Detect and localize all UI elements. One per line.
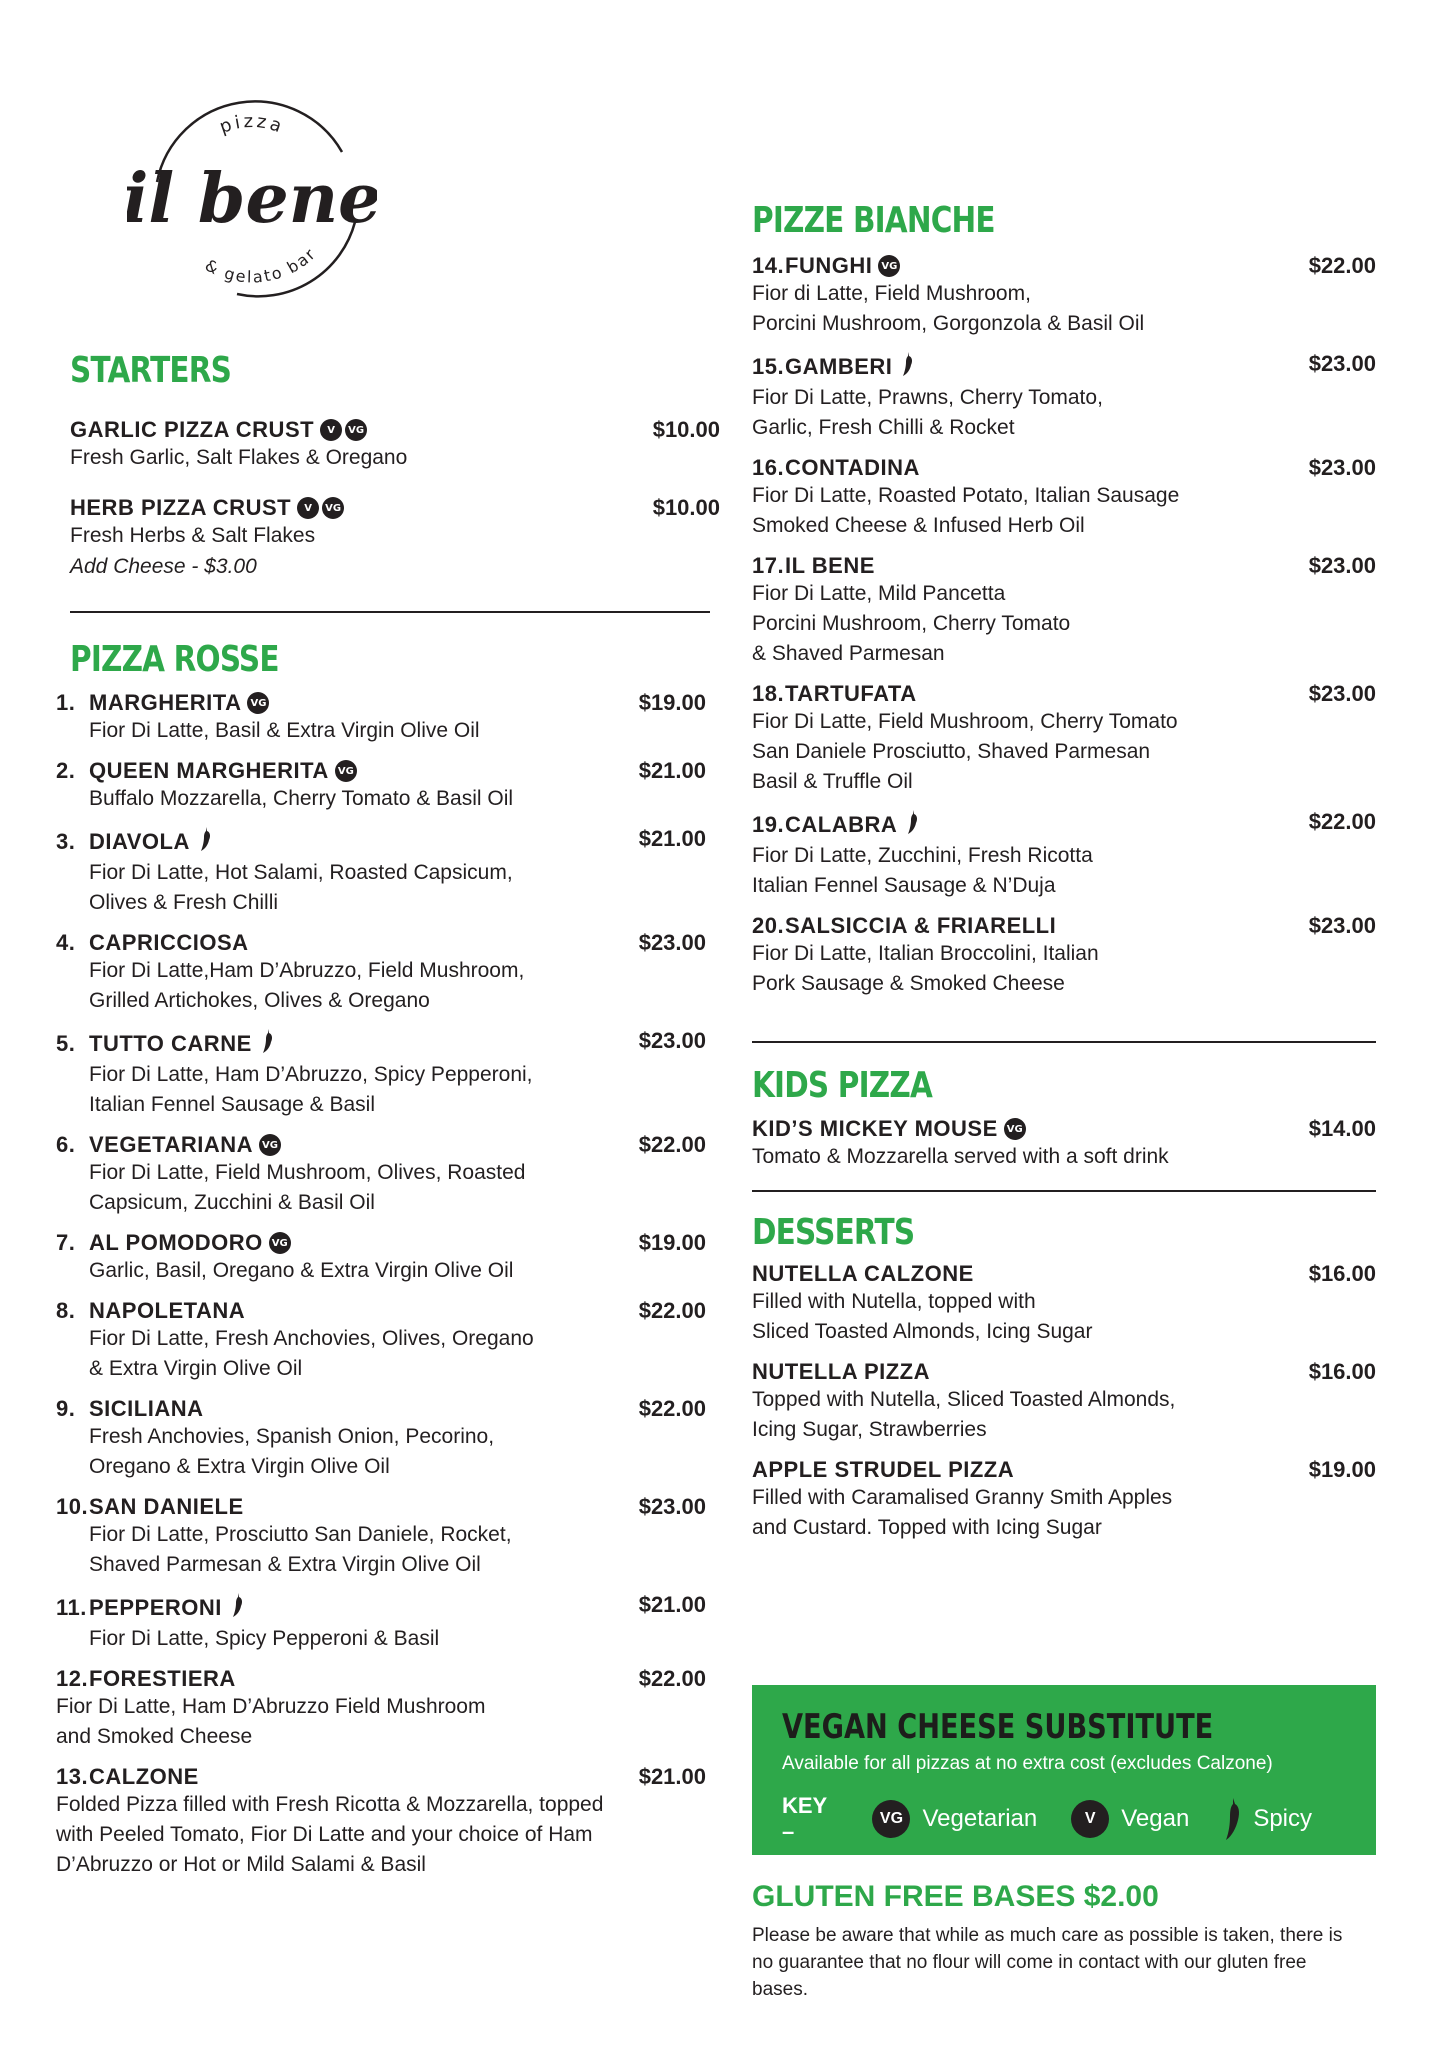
menu-item <box>752 1457 1376 1543</box>
item-description: & Shaved Parmesan <box>752 642 945 665</box>
item-description: Fior Di Latte, Hot Salami, Roasted Capsicum, <box>89 861 513 884</box>
item-description: Fior Di Latte, Ham D’Abruzzo, Spicy Pepperoni, <box>89 1063 533 1086</box>
item-price: $19.00 <box>638 690 706 715</box>
menu-item <box>56 1298 706 1384</box>
vegetarian-badge-icon: VG <box>345 419 367 441</box>
menu-item <box>56 1132 706 1218</box>
item-number: 16. <box>752 455 785 480</box>
item-price: $23.00 <box>638 930 706 955</box>
item-number: 17. <box>752 553 785 578</box>
item-number: 5. <box>56 1031 76 1056</box>
item-number: 3. <box>56 829 76 854</box>
vegan-cheese-title: VEGAN CHEESE SUBSTITUTE <box>782 1707 1214 1747</box>
item-price: $16.00 <box>1308 1359 1376 1384</box>
item-name: SALSICCIA & FRIARELLI <box>785 913 1057 938</box>
item-number: 10. <box>56 1494 89 1519</box>
key-item-label: Vegetarian <box>922 1805 1038 1832</box>
item-price: $23.00 <box>638 1494 706 1519</box>
item-description: Fresh Garlic, Salt Flakes & Oregano <box>70 446 408 469</box>
item-number: 7. <box>56 1230 76 1255</box>
item-description: Fresh Herbs & Salt Flakes <box>70 524 316 547</box>
item-description: Topped with Nutella, Sliced Toasted Almonds, <box>752 1388 1176 1411</box>
item-price: $22.00 <box>1308 809 1376 834</box>
item-name: FUNGHI <box>785 253 873 278</box>
vegetarian-badge-icon: VG <box>878 255 900 277</box>
item-price: $23.00 <box>1308 351 1376 376</box>
menu-item <box>70 495 720 583</box>
pizze-bianche-list <box>752 253 1376 999</box>
item-name: SICILIANA <box>89 1396 204 1421</box>
item-name: VEGETARIANA <box>89 1132 253 1157</box>
item-name: SAN DANIELE <box>89 1494 244 1519</box>
item-description: Fresh Anchovies, Spanish Onion, Pecorino, <box>89 1425 495 1448</box>
item-name: FORESTIERA <box>89 1666 236 1691</box>
item-description: Italian Fennel Sausage & N’Duja <box>752 874 1056 897</box>
item-number: 1. <box>56 690 76 715</box>
item-name: CONTADINA <box>785 455 920 480</box>
logo <box>127 72 377 322</box>
item-description: & Extra Virgin Olive Oil <box>89 1357 303 1380</box>
vegetarian-badge-icon: VG <box>1004 1118 1026 1140</box>
menu-item <box>752 351 1376 443</box>
item-description: Folded Pizza filled with Fresh Ricotta & Mozzarella, topped <box>56 1793 604 1816</box>
item-price: $23.00 <box>1308 553 1376 578</box>
key-label: KEY – <box>782 1793 827 1844</box>
chilli-icon <box>262 1028 274 1060</box>
item-description: Italian Fennel Sausage & Basil <box>89 1093 376 1116</box>
left-column <box>56 350 720 1880</box>
svg-text:pizza <box>217 111 287 138</box>
item-price: $23.00 <box>1308 681 1376 706</box>
item-name: DIAVOLA <box>89 829 190 854</box>
vegan-badge-icon: V <box>320 419 342 441</box>
menu-item <box>56 690 706 746</box>
menu-item <box>752 1359 1376 1445</box>
item-number: 14. <box>752 253 785 278</box>
item-name: GARLIC PIZZA CRUST <box>70 417 315 442</box>
menu-item <box>56 1230 706 1286</box>
item-price: $19.00 <box>1308 1457 1376 1482</box>
chilli-icon <box>200 826 212 858</box>
desserts-title: DESSERTS <box>752 1212 915 1253</box>
vegetarian-badge-icon: VG <box>269 1232 291 1254</box>
item-price: $16.00 <box>1308 1261 1376 1286</box>
item-description: Fior di Latte, Field Mushroom, <box>752 282 1031 305</box>
menu-item <box>752 455 1376 541</box>
item-description: Fior Di Latte, Spicy Pepperoni & Basil <box>89 1627 440 1650</box>
menu-item <box>752 1261 1376 1347</box>
item-description: San Daniele Prosciutto, Shaved Parmesan <box>752 740 1151 763</box>
item-price: $14.00 <box>1308 1116 1376 1141</box>
item-description: and Smoked Cheese <box>56 1725 253 1748</box>
chilli-icon <box>902 351 914 383</box>
vegetarian-badge-icon: VG <box>247 692 269 714</box>
menu-item <box>56 1592 706 1654</box>
item-number: 15. <box>752 354 785 379</box>
item-price: $23.00 <box>638 1028 706 1053</box>
vegan-cheese-subtitle: Available for all pizzas at no extra cost (excludes Calzone) <box>782 1753 1273 1774</box>
pizza-rosse-title: PIZZA ROSSE <box>70 639 279 680</box>
item-number: 8. <box>56 1298 76 1323</box>
item-description: and Custard. Topped with Icing Sugar <box>752 1516 1102 1539</box>
item-description: Tomato & Mozzarella served with a soft drink <box>752 1145 1169 1168</box>
gluten-free-title: GLUTEN FREE BASES $2.00 <box>752 1880 1159 1913</box>
item-price: $22.00 <box>1308 253 1376 278</box>
item-name: GAMBERI <box>785 354 893 379</box>
item-price: $10.00 <box>652 417 720 442</box>
item-description: Oregano & Extra Virgin Olive Oil <box>89 1455 390 1478</box>
menu-item <box>752 681 1376 797</box>
item-description: Shaved Parmesan & Extra Virgin Olive Oil <box>89 1553 481 1576</box>
menu-item <box>56 1764 706 1880</box>
item-description: Fior Di Latte,Ham D’Abruzzo, Field Mushroom, <box>89 959 525 982</box>
item-number: 12. <box>56 1666 89 1691</box>
dietary-key <box>782 1793 1346 1845</box>
item-name: NUTELLA PIZZA <box>752 1359 930 1384</box>
chilli-icon <box>1223 1796 1243 1842</box>
menu-item <box>56 758 706 814</box>
item-price: $22.00 <box>638 1132 706 1157</box>
item-price: $10.00 <box>652 495 720 520</box>
divider <box>752 1041 1376 1043</box>
item-name: CALABRA <box>785 812 898 837</box>
item-description: Fior Di Latte, Roasted Potato, Italian Sausage <box>752 484 1180 507</box>
vegetarian-badge-icon: VG <box>872 1800 910 1838</box>
item-name: TUTTO CARNE <box>89 1031 252 1056</box>
menu-item <box>56 1494 706 1580</box>
divider <box>752 1190 1376 1192</box>
item-description: Smoked Cheese & Infused Herb Oil <box>752 514 1085 537</box>
item-description: Fior Di Latte, Prosciutto San Daniele, Rocket, <box>89 1523 512 1546</box>
item-description: Filled with Caramalised Granny Smith Apples <box>752 1486 1173 1509</box>
menu-item <box>752 913 1376 999</box>
item-number: 4. <box>56 930 76 955</box>
item-description: D’Abruzzo or Hot or Mild Salami & Basil <box>56 1853 426 1876</box>
gluten-free-note: Please be aware that while as much care as possible is taken, there is no guarantee that no flour will come in contact with our gluten free bases. <box>752 1925 1343 2000</box>
menu-item <box>752 809 1376 901</box>
item-description: Fior Di Latte, Zucchini, Fresh Ricotta <box>752 844 1093 867</box>
pizze-bianche-title: PIZZE BIANCHE <box>752 200 995 241</box>
item-price: $23.00 <box>1308 455 1376 480</box>
key-spicy <box>1223 1796 1312 1842</box>
vegan-badge-icon: V <box>297 497 319 519</box>
item-name: AL POMODORO <box>89 1230 263 1255</box>
item-description: Sliced Toasted Almonds, Icing Sugar <box>752 1320 1093 1343</box>
item-description: Fior Di Latte, Ham D’Abruzzo Field Mushroom <box>56 1695 486 1718</box>
item-description: Garlic, Basil, Oregano & Extra Virgin Olive Oil <box>89 1259 514 1282</box>
vegetarian-badge-icon: VG <box>335 760 357 782</box>
item-number: 18. <box>752 681 785 706</box>
menu-item <box>56 1396 706 1482</box>
item-name: KID’S MICKEY MOUSE <box>752 1116 998 1141</box>
item-name: NUTELLA CALZONE <box>752 1261 974 1286</box>
item-description: Capsicum, Zucchini & Basil Oil <box>89 1191 375 1214</box>
vegan-cheese-box <box>752 1685 1376 1855</box>
menu-item <box>56 1666 706 1752</box>
item-price: $19.00 <box>638 1230 706 1255</box>
menu-item <box>56 930 706 1016</box>
item-description: Grilled Artichokes, Olives & Oregano <box>89 989 430 1012</box>
item-description: Pork Sausage & Smoked Cheese <box>752 972 1065 995</box>
logo-top-text: pizza <box>216 110 288 139</box>
item-price: $21.00 <box>638 1764 706 1789</box>
item-number: 6. <box>56 1132 76 1157</box>
chilli-icon <box>232 1592 244 1624</box>
item-price: $21.00 <box>638 1592 706 1617</box>
item-name: APPLE STRUDEL PIZZA <box>752 1457 1015 1482</box>
chilli-icon <box>907 809 919 841</box>
item-name: TARTUFATA <box>785 681 917 706</box>
item-description: Buffalo Mozzarella, Cherry Tomato & Basil Oil <box>89 787 514 810</box>
key-vegan <box>1071 1800 1189 1838</box>
item-name: CAPRICCIOSA <box>89 930 249 955</box>
item-description: Fior Di Latte, Basil & Extra Virgin Olive Oil <box>89 719 480 742</box>
item-description: Garlic, Fresh Chilli & Rocket <box>752 416 1015 439</box>
item-number: 20. <box>752 913 785 938</box>
item-description: Fior Di Latte, Field Mushroom, Olives, Roasted <box>89 1161 526 1184</box>
item-price: $22.00 <box>638 1666 706 1691</box>
item-price: $22.00 <box>638 1298 706 1323</box>
item-name: HERB PIZZA CRUST <box>70 495 292 520</box>
svg-text:& gelato bar <box>202 244 320 287</box>
menu-item <box>56 1028 706 1120</box>
menu-item <box>56 826 706 918</box>
menu-item <box>752 553 1376 669</box>
item-number: 2. <box>56 758 76 783</box>
item-price: $22.00 <box>638 1396 706 1421</box>
item-name: CALZONE <box>89 1764 199 1789</box>
key-item-label: Spicy <box>1253 1805 1312 1832</box>
kids-pizza-title: KIDS PIZZA <box>752 1065 932 1106</box>
logo-bottom-text: & gelato bar <box>201 243 321 287</box>
pizza-rosse-list <box>56 690 706 1880</box>
divider <box>70 611 710 613</box>
item-description: Olives & Fresh Chilli <box>89 891 279 914</box>
right-column <box>752 200 1376 1543</box>
item-description: Filled with Nutella, topped with <box>752 1290 1036 1313</box>
desserts-list <box>752 1261 1376 1543</box>
item-description: Icing Sugar, Strawberries <box>752 1418 987 1441</box>
menu-item <box>70 417 720 473</box>
item-name: QUEEN MARGHERITA <box>89 758 329 783</box>
vegetarian-badge-icon: VG <box>322 497 344 519</box>
item-description: Porcini Mushroom, Gorgonzola & Basil Oil <box>752 312 1145 335</box>
item-name: PEPPERONI <box>89 1595 222 1620</box>
item-name: NAPOLETANA <box>89 1298 246 1323</box>
logo-main-text: il bene <box>127 159 377 239</box>
menu-item <box>752 1116 1376 1172</box>
item-number: 9. <box>56 1396 76 1421</box>
item-number: 13. <box>56 1764 89 1789</box>
item-price: $21.00 <box>638 826 706 851</box>
item-name: MARGHERITA <box>89 690 242 715</box>
menu-item <box>752 253 1376 339</box>
item-description: Fior Di Latte, Fresh Anchovies, Olives, Oregano <box>89 1327 534 1350</box>
item-description: with Peeled Tomato, Fior Di Latte and your choice of Ham <box>56 1823 593 1846</box>
starters-title: STARTERS <box>70 350 232 391</box>
item-price: $21.00 <box>638 758 706 783</box>
item-description: Fior Di Latte, Prawns, Cherry Tomato, <box>752 386 1103 409</box>
item-description: Fior Di Latte, Italian Broccolini, Italian <box>752 942 1099 965</box>
item-number: 11. <box>56 1595 87 1620</box>
item-price: $23.00 <box>1308 913 1376 938</box>
item-name: IL BENE <box>785 553 875 578</box>
item-description: Basil & Truffle Oil <box>752 770 913 793</box>
vegetarian-badge-icon: VG <box>259 1134 281 1156</box>
item-description: Fior Di Latte, Field Mushroom, Cherry Tomato <box>752 710 1178 733</box>
key-vegetarian <box>872 1800 1037 1838</box>
item-number: 19. <box>752 812 785 837</box>
add-cheese-note: Add Cheese - $3.00 <box>70 555 257 578</box>
key-item-label: Vegan <box>1121 1805 1190 1832</box>
item-description: Fior Di Latte, Mild Pancetta <box>752 582 1006 605</box>
vegan-badge-icon: V <box>1071 1800 1109 1838</box>
item-description: Porcini Mushroom, Cherry Tomato <box>752 612 1071 635</box>
